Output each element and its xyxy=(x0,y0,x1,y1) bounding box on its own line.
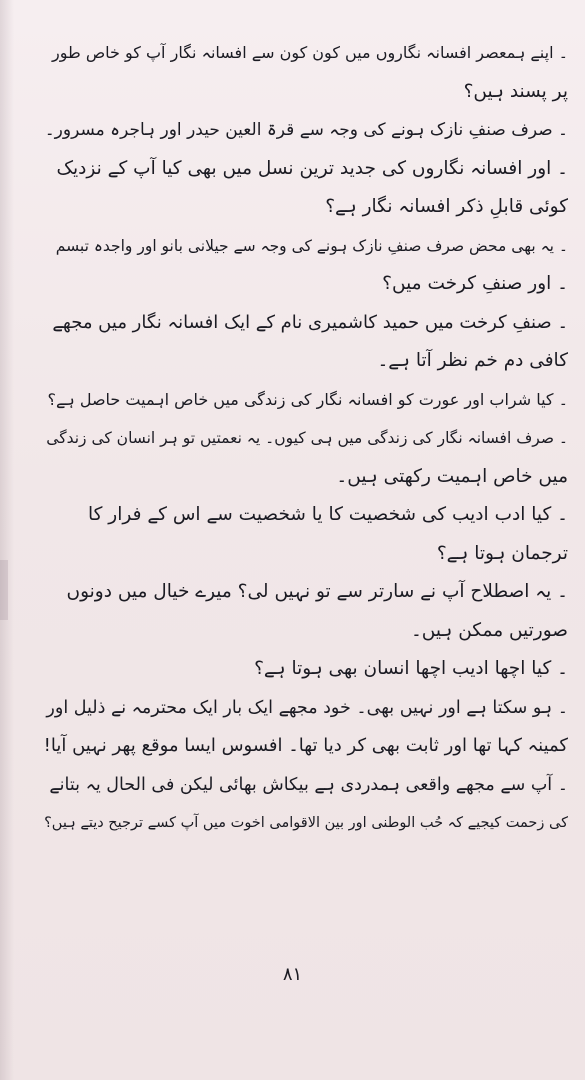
text-line: کافی دم خم نظر آتا ہے۔ xyxy=(377,350,568,371)
text-line: کمینہ کہا تھا اور ثابت بھی کر دیا تھا۔ افسوس ایسا موقع پھر نہیں آیا! xyxy=(43,735,568,756)
text-line: ۔ یہ اصطلاح آپ نے سارتر سے تو نہیں لی؟ میرے خیال میں دونوں xyxy=(66,581,568,602)
text-line: ۔ اور افسانہ نگاروں کی جدید ترین نسل میں بھی کیا آپ کے نزدیک xyxy=(56,157,568,179)
text-line: صورتیں ممکن ہیں۔ xyxy=(410,619,568,641)
binding-shadow xyxy=(0,560,8,620)
text-line: ۔ صرف صنفِ نازک ہونے کی وجہ سے قرۃ العین حیدر اور ہاجرہ مسرور۔ xyxy=(44,120,568,140)
text-line: ۔ صنفِ کرخت میں حمید کاشمیری نام کے ایک افسانہ نگار میں مجھے xyxy=(52,311,568,333)
text-line: ۔ اپنے ہمعصر افسانہ نگاروں میں کون کون سے افسانہ نگار آپ کو خاص طور xyxy=(52,43,568,62)
text-line: میں خاص اہمیت رکھتی ہیں۔ xyxy=(336,465,568,487)
text-line: ۔ ہو سکتا ہے اور نہیں بھی۔ خود مجھے ایک بار ایک محترمہ نے ذلیل اور xyxy=(46,697,568,718)
text-line: ۔ یہ بھی محض صرف صنفِ نازک ہونے کی وجہ سے جیلانی بانو اور واجدہ تبسم xyxy=(55,236,568,255)
text-line: ۔ اور صنفِ کرخت میں؟ xyxy=(382,273,568,294)
text-line: ۔ کیا اچھا ادیب اچھا انسان بھی ہوتا ہے؟ xyxy=(254,658,568,679)
text-line: ترجمان ہوتا ہے؟ xyxy=(436,542,568,564)
text-line: ۔ کیا شراب اور عورت کو افسانہ نگار کی زندگی میں خاص اہمیت حاصل ہے؟ xyxy=(47,389,568,409)
text-line: ۔ صرف افسانہ نگار کی زندگی میں ہی کیوں۔ یہ نعمتیں تو ہر انسان کی زندگی xyxy=(46,429,568,447)
text-line: کوئی قابلِ ذکر افسانہ نگار ہے؟ xyxy=(325,196,568,217)
text-line: ۔ آپ سے مجھے واقعی ہمدردی ہے بیکاش بھائی لیکن فی الحال یہ بتانے xyxy=(49,774,568,795)
text-line: کی زحمت کیجیے کہ حُب الوطنی اور بین الاقوامی اخوت میں آپ کسے ترجیح دیتے ہیں؟ xyxy=(44,815,568,831)
page-number: ۸۱ xyxy=(282,964,303,985)
text-line: ۔ کیا ادب ادیب کی شخصیت کا یا شخصیت سے اس کے فرار کا xyxy=(87,504,568,525)
body-text xyxy=(40,34,568,843)
text-line: پر پسند ہیں؟ xyxy=(463,80,568,102)
